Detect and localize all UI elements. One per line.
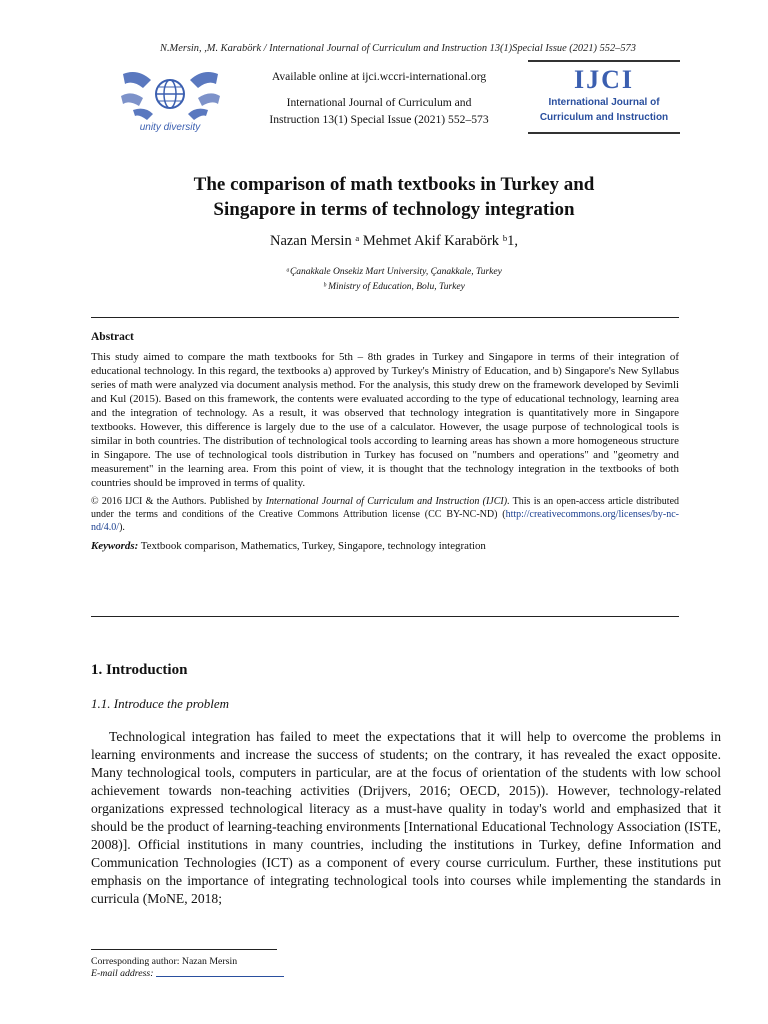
abstract-top-rule [91, 317, 679, 318]
affiliation-a: ᵃÇanakkale Onsekiz Mart University, Çanakkale, Turkey [286, 267, 502, 277]
available-online: Available online at ijci.wccri-international.org [271, 70, 487, 83]
license-pre: © 2016 IJCI & the Authors. Published by [91, 496, 266, 507]
email-link[interactable] [156, 976, 284, 977]
abstract-heading: Abstract [91, 331, 134, 343]
license-journal: International Journal of Curriculum and Instruction (IJCI) [265, 496, 508, 507]
footnote-rule [91, 949, 277, 950]
logo-left-text: unity diversity [139, 122, 201, 132]
license-post: . This is an open-access article distributed under the terms and conditions of the Creative Commons Attribution license (CC BY-NC-ND) ( [91, 496, 680, 520]
affiliation-b: ᵇ Ministry of Education, Bolu, Turkey [323, 282, 465, 292]
ijci-logo-line-1: International Journal of [548, 97, 660, 108]
section-heading: 1. Introduction [91, 662, 188, 678]
title-line-1: The comparison of math textbooks in Turkey and [193, 174, 595, 195]
title-line-2: Singapore in terms of technology integration [213, 199, 575, 220]
abstract-text: This study aimed to compare the math textbooks for 5th – 8th grades in Turkey and Singapore in terms of their integration of educational technology. In this regard, the textbooks a) approved by Turkey's Ministry of Education, and b) Singapore's New Syllabus series of math were analyzed via document analysis method. For the analysis, this study drew on the framework developed by Sevimli and Kul (2015). Based on this framework, the contents were evaluated according to the type of educational technology, learning area and the integration of technology. As a result, it was observed that technology integration is quantitatively more in Singapore textbooks. However, this difference is largely due to the use of a calculator. However, the usage purpose of technological tools is similar in both countries. The distribution of technological tools according to learning areas has shown a more homogeneous structure in Singapore. The use of technological tools distribution in Turkey has focused on "numbers and operations" and "geometry and measurement" in the learning area. From this point of view, it is thought that the technology integration in the textbooks of both countries should be improved in terms of quality. [91, 351, 679, 489]
ijci-logo-big: IJCI [573, 65, 634, 94]
affiliations [100, 265, 688, 295]
keywords-text: Textbook comparison, Mathematics, Turkey, Singapore, technology integration [138, 540, 486, 552]
abstract-bottom-rule [91, 616, 679, 617]
email-row [91, 968, 491, 980]
journal-line-2: Instruction 13(1) Special Issue (2021) 552–573 [269, 113, 489, 126]
ijci-logo [528, 60, 680, 134]
paper-title [100, 172, 688, 222]
keywords-label: Keywords: [91, 540, 139, 552]
keywords [91, 539, 679, 553]
license-link[interactable]: http://creativecommons.org/licenses/by-nc-nd/4.0/ [91, 509, 679, 533]
footnote [91, 956, 491, 980]
body-paragraph: Technological integration has failed to meet the expectations that it will help to overcome the problems in learning environments and increase the success of students; on the contrary, it has revealed the exact opposite. Many technological tools, computers in particular, are at the focus of orientation of the students with low school achievement towards non-teaching activities (Drijvers, 2016; OECD, 2015)). However, technology-related organizations expressed technological literacy as a must-have quality in today's world and emphasized that it should be the product of learning-teaching environments [International Educational Technology Association (ISTE, 2008)]. Official institutions in many countries, including the institutions in Turkey, define Information and Communication Technologies (ICT) as a component of every course curriculum. Further, these institutions put emphasis on the importance of integrating technological tools into courses while implementing the standards in curricula (MoNE, 2018; [91, 729, 721, 906]
license-statement [91, 495, 679, 534]
journal-masthead [245, 68, 513, 128]
corresponding-author: Corresponding author: Nazan Mersin [91, 956, 238, 967]
email-label: E-mail address: [91, 968, 154, 979]
abstract-block [91, 330, 679, 553]
ijci-logo-line-2: Curriculum and Instruction [539, 112, 669, 123]
subsection-heading: 1.1. Introduce the problem [91, 696, 230, 711]
journal-line-1: International Journal of Curriculum and [286, 96, 472, 109]
unity-diversity-logo [113, 66, 228, 132]
license-end: ). [119, 522, 125, 533]
running-head: N.Mersin, ,M. Karabörk / International Journal of Curriculum and Instruction 13(1)Special Issue (2021) 552–573 [160, 43, 636, 54]
authors: Nazan Mersin ᵃ Mehmet Akif Karabörk ᵇ1, [269, 233, 519, 249]
